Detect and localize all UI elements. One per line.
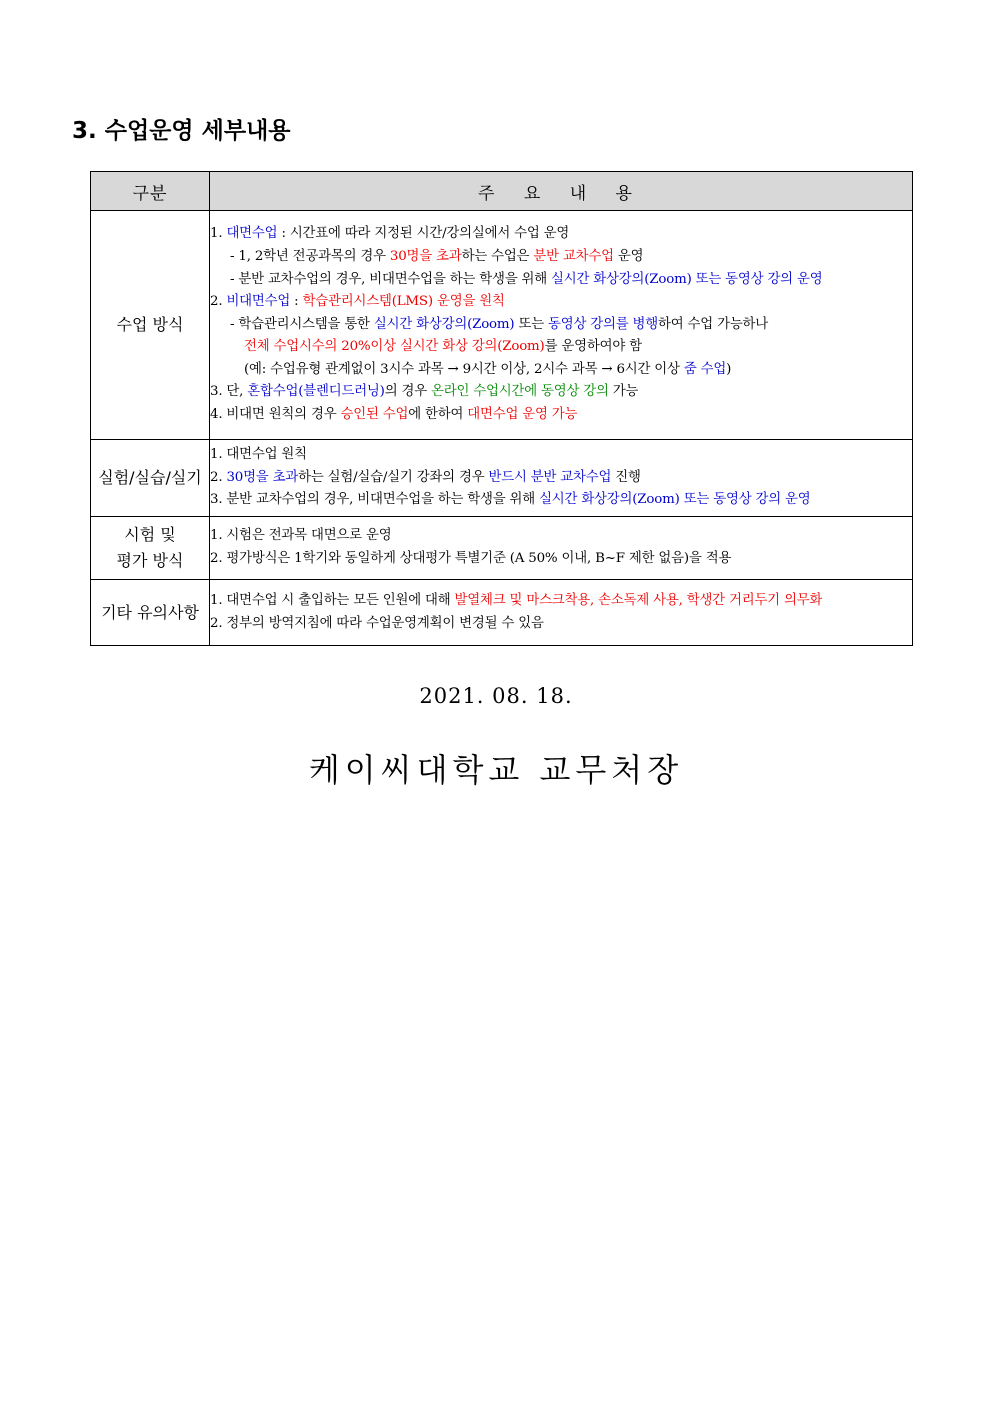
content-text: 1.	[210, 226, 227, 242]
content-text: : 시간표에 따라 지정된 시간/강의실에서 수업 운영	[277, 226, 570, 242]
content-text: 학습관리시스템(LMS) 운영을 원칙	[302, 294, 505, 310]
content-text: 대면수업	[226, 226, 278, 242]
row-content	[210, 517, 913, 580]
content-text: 온라인 수업시간에 동영상 강의	[431, 384, 609, 400]
content-text: 분반 교차수업	[533, 248, 614, 264]
content-line	[210, 548, 912, 571]
header-category: 구분	[91, 172, 210, 211]
header-content: 주 요 내 용	[210, 172, 913, 211]
content-text: 동영상 강의를 병행	[548, 316, 659, 332]
content-text: 또는	[514, 316, 549, 332]
content-line	[210, 404, 912, 427]
content-text: 하는 실험/실습/실기 강좌의 경우	[298, 469, 489, 485]
content-text: 3. 단,	[210, 384, 248, 400]
content-text: 30명을 초과	[389, 248, 462, 264]
table-row	[91, 211, 913, 440]
category-line: 평가 방식	[116, 551, 184, 570]
content-text: 가능	[608, 384, 639, 400]
content-text: 3. 분반 교차수업의 경우, 비대면수업을 하는 학생을 위해	[210, 492, 540, 508]
content-text: 2.	[210, 469, 227, 485]
content-line	[210, 467, 912, 490]
content-text: )	[726, 361, 732, 377]
document-date: 2021. 08. 18.	[419, 684, 573, 708]
content-text: 2. 정부의 방역지침에 따라 수업운영계획이 변경될 수 있음	[210, 615, 544, 631]
content-line	[210, 525, 912, 548]
content-text: 30명을 초과	[226, 469, 299, 485]
content-line	[210, 314, 912, 337]
content-text: 운영	[613, 248, 644, 264]
content-text: 혼합수업(블렌디드러닝)	[247, 384, 385, 400]
content-text: 를 운영하여야 함	[544, 339, 642, 355]
content-text: - 1, 2학년 전공과목의 경우	[230, 248, 390, 264]
content-text: :	[290, 294, 303, 310]
content-line	[210, 590, 912, 613]
table-row	[91, 440, 913, 517]
content-line	[210, 291, 912, 314]
signer-name: 케이씨대학교 교무처장	[308, 751, 684, 789]
content-text: 1. 시험은 전과목 대면으로 운영	[210, 528, 392, 544]
row-content	[210, 580, 913, 646]
content-text: 실시간 화상강의(Zoom) 또는 동영상 강의 운영	[551, 271, 823, 287]
content-line	[210, 613, 912, 636]
content-line	[210, 359, 912, 382]
row-content	[210, 211, 913, 440]
class-operation-table	[90, 171, 913, 646]
content-text: 2.	[210, 294, 227, 310]
content-line	[210, 223, 912, 246]
content-text: 비대면수업	[226, 294, 291, 310]
section-heading: 3. 수업운영 세부내용	[72, 118, 291, 144]
row-category: 수업 방식	[91, 211, 210, 440]
content-line	[210, 336, 912, 359]
content-text: 줌 수업	[683, 361, 727, 377]
content-text: 진행	[611, 469, 641, 485]
content-text: 1. 대면수업 원칙	[210, 447, 307, 463]
content-text: - 학습관리시스템을 통한	[230, 316, 374, 332]
content-text: 실시간 화상강의(Zoom)	[373, 316, 515, 332]
content-line	[210, 246, 912, 269]
content-text: 대면수업 운영 가능	[467, 407, 578, 423]
content-text: 발열체크 및 마스크착용, 손소독제 사용, 학생간 거리두기 의무화	[454, 592, 823, 608]
content-text: 의 경우	[384, 384, 432, 400]
row-category	[91, 517, 210, 580]
content-text: 승인된 수업	[340, 407, 409, 423]
content-text: 반드시 분반 교차수업	[488, 469, 612, 485]
row-content	[210, 440, 913, 517]
content-line	[210, 269, 912, 292]
content-text: 하는 수업은	[461, 248, 534, 264]
category-line: 시험 및	[124, 525, 176, 544]
content-line	[210, 489, 912, 512]
table-row	[91, 580, 913, 646]
content-text: - 분반 교차수업의 경우, 비대면수업을 하는 학생을 위해	[230, 271, 552, 287]
content-line	[210, 444, 912, 467]
row-category: 기타 유의사항	[91, 580, 210, 646]
content-text: 하여 수업 가능하나	[658, 316, 769, 332]
content-text: 실시간 화상강의(Zoom) 또는 동영상 강의 운영	[539, 492, 811, 508]
content-text: 1. 대면수업 시 출입하는 모든 인원에 대해	[210, 592, 455, 608]
table-row	[91, 517, 913, 580]
table-header-row	[91, 172, 913, 211]
content-text: 4. 비대면 원칙의 경우	[210, 407, 341, 423]
row-category: 실험/실습/실기	[91, 440, 210, 517]
content-line	[210, 381, 912, 404]
content-text: 2. 평가방식은 1학기와 동일하게 상대평가 특별기준 (A 50% 이내, B~F 제한 없음)을 적용	[210, 551, 732, 566]
content-text: 에 한하여	[408, 407, 468, 423]
content-text: (예: 수업유형 관계없이 3시수 과목 → 9시간 이상, 2시수 과목 → 6시간 이상	[244, 361, 684, 377]
content-text: 전체 수업시수의 20%이상 실시간 화상 강의(Zoom)	[244, 339, 545, 355]
